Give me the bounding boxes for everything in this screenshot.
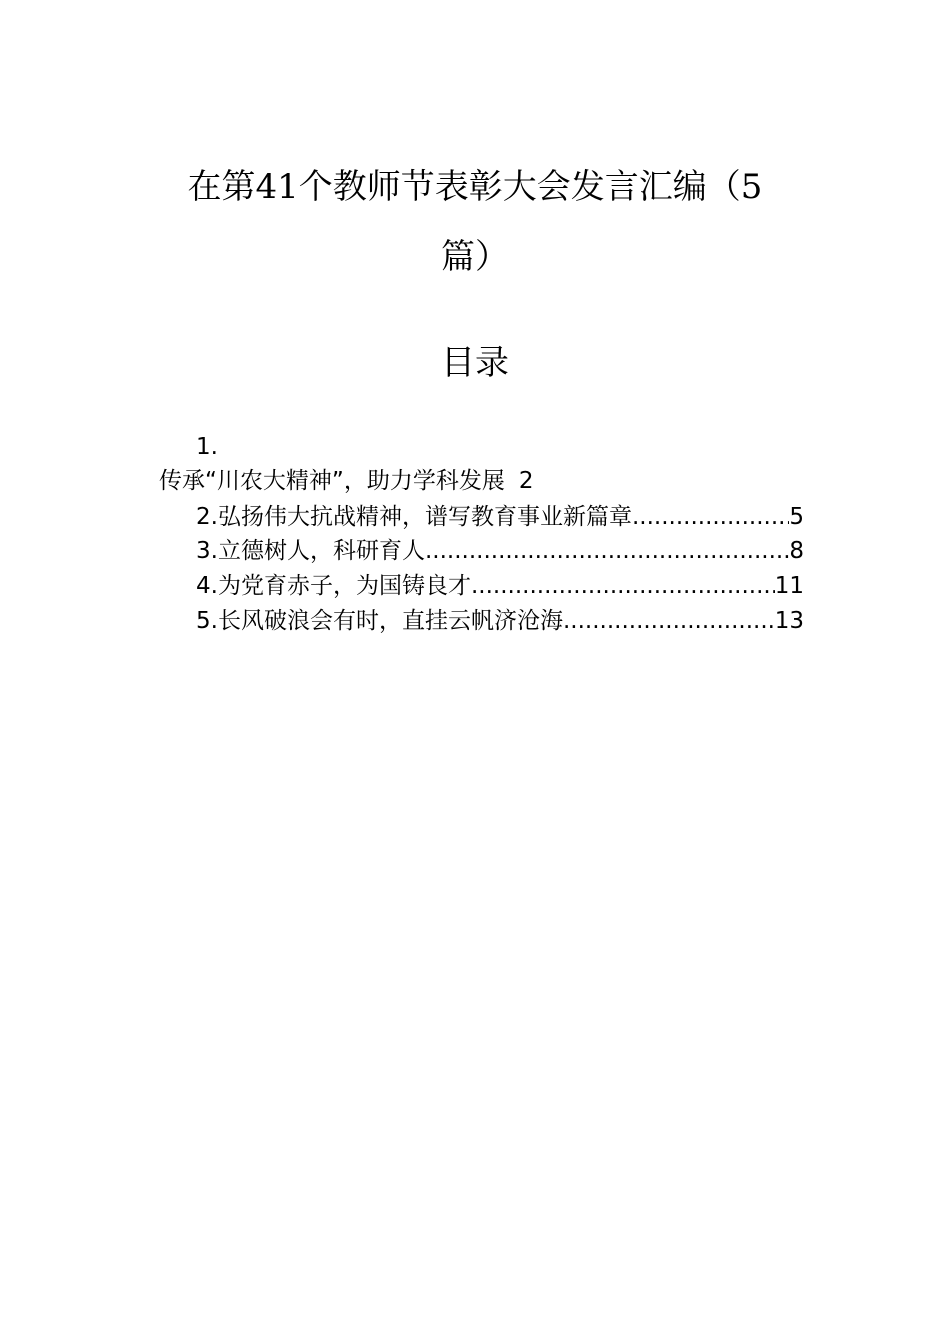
toc-item-3[interactable] bbox=[196, 536, 804, 566]
toc-item-1-title: 传承“川农大精神”，助力学科发展 bbox=[159, 468, 505, 494]
document-title-line-1: 在第41个教师节表彰大会发言汇编（5 bbox=[187, 167, 763, 207]
document-title-line-2: 篇） bbox=[441, 237, 509, 277]
toc-item-page: 5 bbox=[789, 504, 804, 530]
toc-item-page: 13 bbox=[774, 608, 804, 634]
toc-item-1[interactable] bbox=[159, 466, 533, 496]
toc-dot-leader bbox=[563, 606, 775, 636]
toc-dot-leader bbox=[632, 502, 789, 532]
toc-item-1-number[interactable]: 1. bbox=[196, 434, 218, 460]
toc-dot-leader bbox=[471, 571, 775, 601]
toc-item-2[interactable] bbox=[196, 502, 804, 532]
toc-item-title: 4.为党育赤子，为国铸良才 bbox=[196, 573, 471, 599]
toc-item-5[interactable] bbox=[196, 606, 804, 636]
toc-item-title: 2.弘扬伟大抗战精神，谱写教育事业新篇章 bbox=[196, 504, 632, 530]
toc-item-page: 11 bbox=[774, 573, 804, 599]
toc-heading: 目录 bbox=[441, 343, 509, 383]
toc-item-4[interactable] bbox=[196, 571, 804, 601]
toc-item-title: 3.立德树人，科研育人 bbox=[196, 538, 425, 564]
toc-item-page: 8 bbox=[789, 538, 804, 564]
toc-dot-leader bbox=[425, 536, 789, 566]
toc-item-title: 5.长风破浪会有时，直挂云帆济沧海 bbox=[196, 608, 563, 634]
toc-item-1-page: 2 bbox=[518, 468, 534, 494]
